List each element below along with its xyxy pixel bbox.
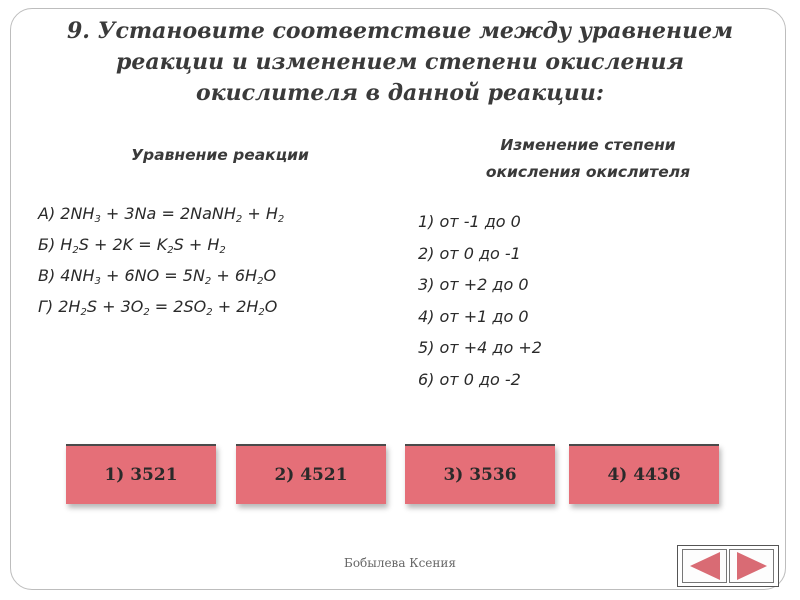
reaction-v: В) $4NH_3 + 6NO = 5N_2 + 6H_2O$ [38,266,277,287]
answer-label-1: 1) 3521 [104,465,178,485]
change-option-5: 5) от +4 до +2 [418,338,542,358]
answer-button-4[interactable] [569,444,719,504]
answer-button-3[interactable] [405,444,555,504]
oxidation-change-list [418,206,678,396]
title-line-2: реакции и изменением степени окисления [115,49,685,75]
triangle-left-icon [690,552,720,580]
answer-label-4: 4) 4436 [607,465,681,485]
triangle-right-icon [737,552,767,580]
answer-label-2: 2) 4521 [274,465,348,485]
oxidation-header-line-2: окисления окислителя [485,163,691,181]
next-slide-button[interactable] [729,549,774,583]
change-option-4: 4) от +1 до 0 [418,306,529,326]
change-option-1: 1) от -1 до 0 [418,212,521,231]
slide-navigation [677,545,779,587]
reaction-b: Б) $H_2S + 2K = K_2S + H_2$ [38,235,226,256]
answer-button-2[interactable] [236,444,386,504]
oxidation-change-column-header [450,132,726,186]
reaction-g: Г) $2H_2S + 3O_2 = 2SO_2 + 2H_2O$ [38,297,278,318]
title-line-3: окислителя в данной реакции: [196,80,604,106]
oxidation-header-line-1: Изменение степени [500,136,676,154]
change-option-3: 3) от +2 до 0 [418,275,529,295]
answer-label-3: 3) 3536 [443,465,517,485]
reaction-a: А) $2NH_3 + 3Na$ = 2NaNH$_2$ + $H_2$ [38,204,285,225]
change-option-2: 2) от 0 до -1 [418,243,521,263]
change-option-6: 6) от 0 до -2 [418,369,521,389]
reaction-list [38,198,378,322]
author-footer: Бобылева Ксения [344,556,456,570]
answer-button-1[interactable] [66,444,216,504]
previous-slide-button[interactable] [682,549,727,583]
slide-title [40,16,760,109]
title-line-1: 9. Установите соответствие между уравнением [67,18,733,44]
reaction-column-header: Уравнение реакции [131,146,309,164]
